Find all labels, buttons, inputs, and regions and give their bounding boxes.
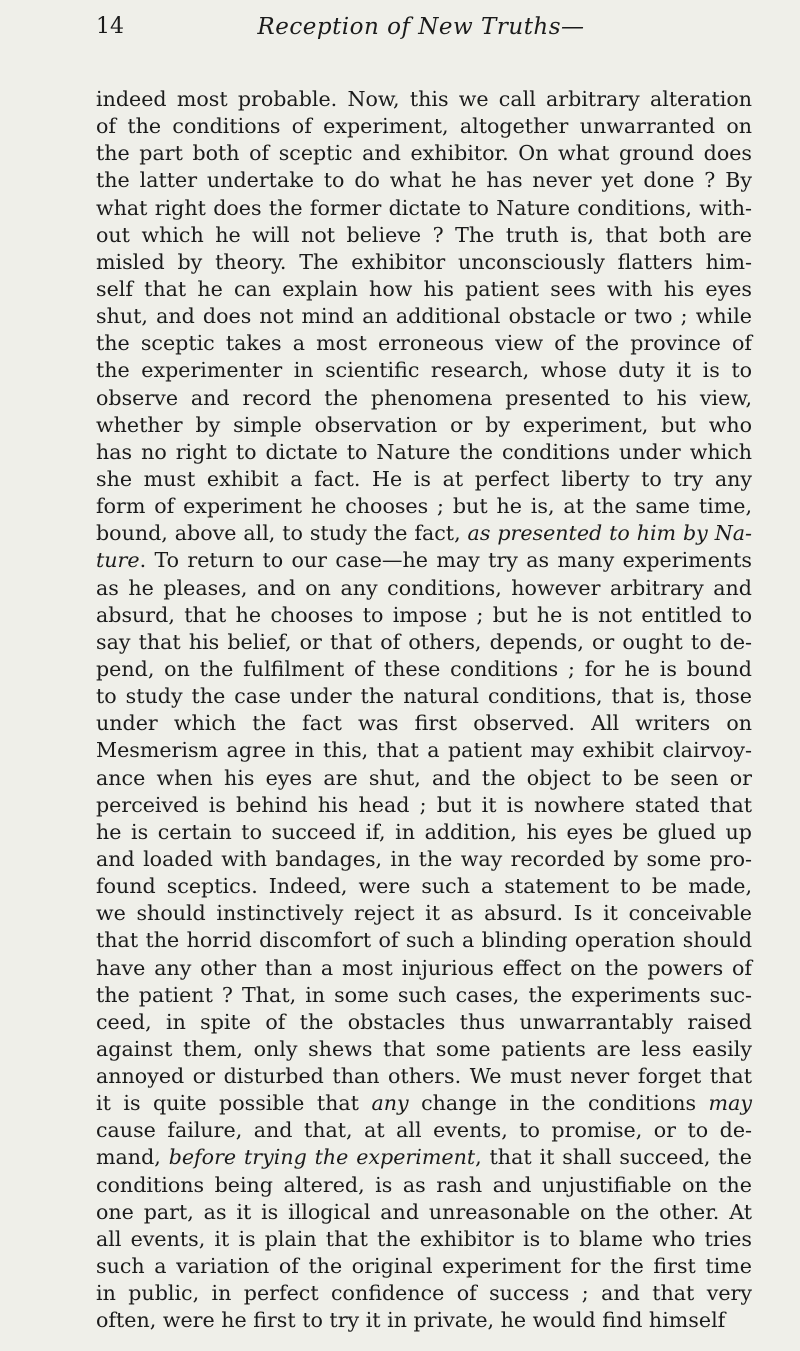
body-text <box>96 86 752 1334</box>
running-title: Reception of New Truths— <box>257 14 585 40</box>
text-line: one part, as it is illogical and unreasonable on the other. At <box>96 1199 752 1224</box>
text-line: conditions being altered, is as rash and unjustifiable on the <box>96 1172 752 1197</box>
text-line: the patient ? That, in some such cases, the experiments suc- <box>96 982 752 1007</box>
text-line: pend, on the fulfilment of these conditions ; for he is bound <box>96 656 752 681</box>
text-line: against them, only shews that some patients are less easily <box>96 1036 752 1061</box>
text-line: shut, and does not mind an additional obstacle or two ; while <box>96 304 752 329</box>
text-line: and loaded with bandages, in the way recorded by some pro- <box>96 846 752 871</box>
text-line: indeed most probable. Now, this we call arbitrary alteration <box>96 87 752 111</box>
text-line: whether by simple observation or by experiment, but who <box>96 412 752 437</box>
text-line: of the conditions of experiment, altogether unwarranted on <box>96 114 752 139</box>
text-line: misled by theory. The exhibitor unconsciously flatters him- <box>96 249 752 274</box>
text-line: he is certain to succeed if, in addition, his eyes be glued up <box>96 819 752 844</box>
text-line: absurd, that he chooses to impose ; but he is not entitled to <box>96 602 752 627</box>
text-line: bound, above all, to study the fact, as presented to him by Na- <box>96 521 752 546</box>
text-line: form of experiment he chooses ; but he is, at the same time, <box>96 494 752 519</box>
text-line: often, were he first to try it in private, he would find himself <box>96 1308 726 1333</box>
text-line: has no right to dictate to Nature the conditions under which <box>96 439 752 464</box>
text-line: ance when his eyes are shut, and the object to be seen or <box>96 765 752 790</box>
text-line: Mesmerism agree in this, that a patient may exhibit clairvoy- <box>96 738 752 763</box>
text-line: observe and record the phenomena presented to his view, <box>96 385 752 410</box>
text-line: what right does the former dictate to Nature conditions, with- <box>96 195 752 220</box>
text-line: that the horrid discomfort of such a blinding operation should <box>96 928 752 953</box>
text-line: the sceptic takes a most erroneous view of the province of <box>96 331 752 356</box>
text-line: say that his belief, or that of others, depends, or ought to de- <box>96 629 752 654</box>
text-line: the experimenter in scientific research, whose duty it is to <box>96 358 752 383</box>
text-line: under which the fact was first observed. All writers on <box>96 711 752 736</box>
page-header <box>96 14 746 48</box>
text-line: self that he can explain how his patient sees with his eyes <box>96 276 752 301</box>
page-number: 14 <box>96 14 124 39</box>
text-line: have any other than a most injurious effect on the powers of <box>96 955 752 980</box>
text-line: in public, in perfect confidence of success ; and that very <box>96 1281 752 1306</box>
text-line: the latter undertake to do what he has never yet done ? By <box>96 168 752 193</box>
text-line: found sceptics. Indeed, were such a statement to be made, <box>96 874 752 899</box>
text-line: annoyed or disturbed than others. We must never forget that <box>96 1064 752 1089</box>
text-line: the part both of sceptic and exhibitor. On what ground does <box>96 141 752 166</box>
text-line: perceived is behind his head ; but it is nowhere stated that <box>96 792 752 817</box>
text-line: ceed, in spite of the obstacles thus unwarrantably raised <box>96 1009 752 1034</box>
text-line: to study the case under the natural conditions, that is, those <box>96 684 752 709</box>
text-line: all events, it is plain that the exhibitor is to blame who tries <box>96 1226 752 1251</box>
text-line: as he pleases, and on any conditions, however arbitrary and <box>96 575 752 600</box>
text-line: she must exhibit a fact. He is at perfect liberty to try any <box>96 466 752 491</box>
text-line: such a variation of the original experiment for the first time <box>96 1254 752 1279</box>
text-line: ture. To return to our case—he may try as many experiments <box>96 548 752 573</box>
text-line: it is quite possible that any change in the conditions may <box>96 1091 752 1116</box>
text-line: out which he will not believe ? The truth is, that both are <box>96 222 752 247</box>
text-line: we should instinctively reject it as absurd. Is it conceivable <box>96 901 752 926</box>
text-line: mand, before trying the experiment, that it shall succeed, the <box>96 1145 752 1170</box>
text-line: cause failure, and that, at all events, to promise, or to de- <box>96 1118 752 1143</box>
